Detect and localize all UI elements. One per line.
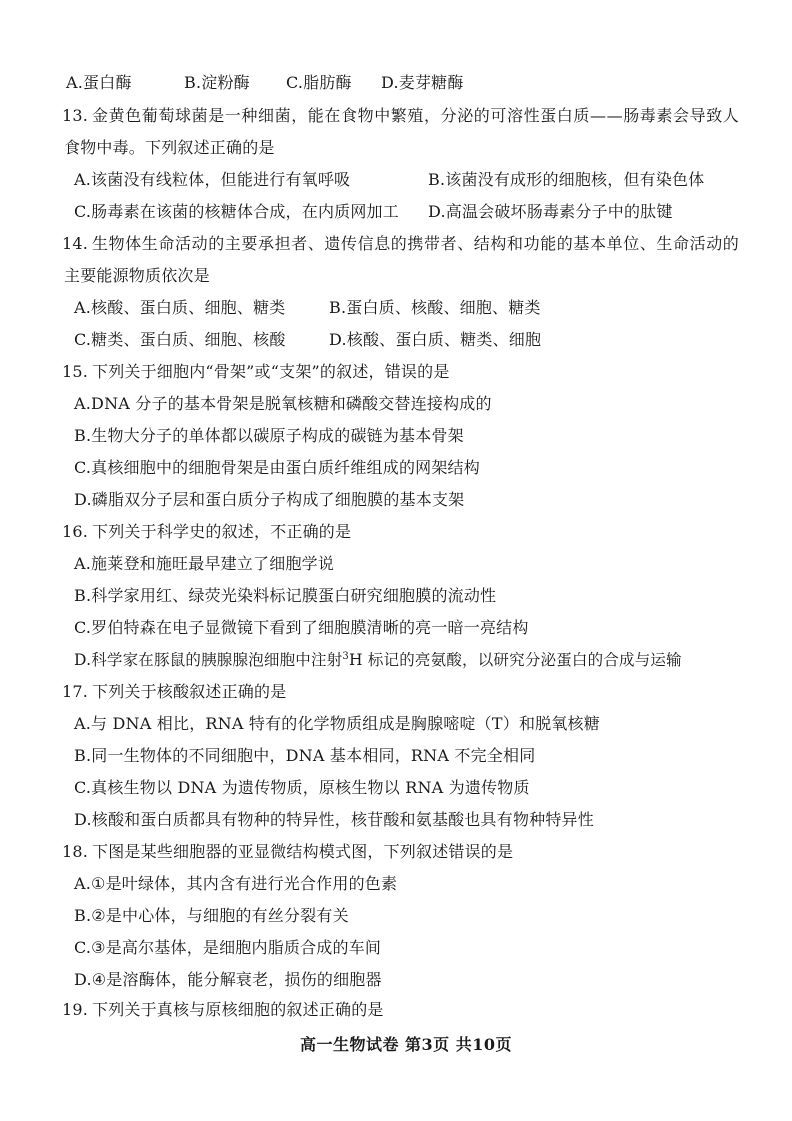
question-13-stem-cont: 食物中毒。下列叙述正确的是 <box>64 138 275 157</box>
question-18-option-c: C.③是高尔基体，是细胞内脂质合成的车间 <box>74 938 382 957</box>
question-12-options <box>66 73 766 93</box>
option-c: C.糖类、蛋白质、细胞、核酸 <box>74 330 286 349</box>
question-17-stem: 下列关于核酸叙述正确的是 <box>92 682 287 701</box>
question-15-number: 15. <box>62 362 89 381</box>
page-footer <box>0 1032 792 1055</box>
question-17-option-c: C.真核生物以 DNA 为遗传物质，原核生物以 RNA 为遗传物质 <box>74 778 530 797</box>
question-13-options-row1 <box>74 170 774 190</box>
question-16-option-b: B.科学家用红、绿荧光染料标记膜蛋白研究细胞膜的流动性 <box>74 586 497 605</box>
question-19-number: 19. <box>62 1000 89 1019</box>
question-15-option-a: A.DNA 分子的基本骨架是脱氧核糖和磷酸交替连接构成的 <box>74 394 492 413</box>
question-14-options-row2 <box>74 330 774 350</box>
option-d: D.麦芽糖酶 <box>381 73 464 92</box>
question-16-option-a: A.施莱登和施旺最早建立了细胞学说 <box>74 554 335 573</box>
option-d-text-before: D.科学家在豚鼠的胰腺腺泡细胞中注射 <box>74 651 343 669</box>
option-c: C.肠毒素在该菌的核糖体合成，在内质网加工 <box>74 202 399 221</box>
question-18-number: 18. <box>62 842 89 861</box>
question-14-options-row1 <box>74 298 774 318</box>
question-19-stem: 下列关于真核与原核细胞的叙述正确的是 <box>92 1000 384 1019</box>
question-18-option-a: A.①是叶绿体，其内含有进行光合作用的色素 <box>74 874 398 893</box>
question-13-stem: 金黄色葡萄球菌是一种细菌，能在食物中繁殖，分泌的可溶性蛋白质——肠毒素会导致人 <box>92 106 740 125</box>
option-a: A.该菌没有线粒体，但能进行有氧呼吸 <box>74 170 351 189</box>
option-a: A.核酸、蛋白质、细胞、糖类 <box>74 298 286 317</box>
question-16-stem: 下列关于科学史的叙述，不正确的是 <box>92 522 352 541</box>
isotope-superscript: 3 <box>342 650 349 662</box>
option-d: D.核酸、蛋白质、糖类、细胞 <box>329 330 542 349</box>
option-c: C.脂肪酶 <box>286 73 352 92</box>
question-14-stem-cont: 主要能源物质依次是 <box>64 266 210 285</box>
question-17-option-b: B.同一生物体的不同细胞中，DNA 基本相同，RNA 不完全相同 <box>74 746 536 765</box>
question-17-option-d: D.核酸和蛋白质都具有物种的特异性，核苷酸和氨基酸也具有物种特异性 <box>74 810 594 829</box>
question-13-number: 13. <box>62 106 89 125</box>
question-14-number: 14. <box>62 234 89 253</box>
question-18-option-b: B.②是中心体，与细胞的有丝分裂有关 <box>74 906 349 925</box>
option-b: B.该菌没有成形的细胞核，但有染色体 <box>428 170 705 189</box>
question-17-option-a: A.与 DNA 相比，RNA 特有的化学物质组成是胸腺嘧啶（T）和脱氧核糖 <box>74 714 600 733</box>
question-18-option-d: D.④是溶酶体，能分解衰老，损伤的细胞器 <box>74 970 382 989</box>
question-18-stem: 下图是某些细胞器的亚显微结构模式图，下列叙述错误的是 <box>92 842 514 861</box>
option-a: A.蛋白酶 <box>66 73 132 92</box>
question-15-option-c: C.真核细胞中的细胞骨架是由蛋白质纤维组成的网架结构 <box>74 458 480 477</box>
question-15-option-d: D.磷脂双分子层和蛋白质分子构成了细胞膜的基本支架 <box>74 490 465 509</box>
question-13-options-row2 <box>74 202 774 222</box>
option-d-text-after: H 标记的亮氨酸，以研究分泌蛋白的合成与运输 <box>348 651 682 669</box>
option-b: B.蛋白质、核酸、细胞、糖类 <box>329 298 541 317</box>
question-16-option-c: C.罗伯特森在电子显微镜下看到了细胞膜清晰的亮一暗一亮结构 <box>74 618 529 637</box>
question-16-number: 16. <box>62 522 89 541</box>
option-b: B.淀粉酶 <box>184 73 250 92</box>
question-15-option-b: B.生物大分子的单体都以碳原子构成的碳链为基本骨架 <box>74 426 464 445</box>
question-14-stem: 生物体生命活动的主要承担者、遗传信息的携带者、结构和功能的基本单位、生命活动的 <box>92 234 740 253</box>
question-15-stem: 下列关于细胞内“骨架”或“支架”的叙述，错误的是 <box>92 362 450 381</box>
question-17-number: 17. <box>62 682 89 701</box>
question-16-option-d <box>74 650 682 670</box>
footer-text: 高一生物试卷 第3页 共10页 <box>299 1035 513 1054</box>
option-d: D.高温会破坏肠毒素分子中的肽键 <box>428 202 673 221</box>
